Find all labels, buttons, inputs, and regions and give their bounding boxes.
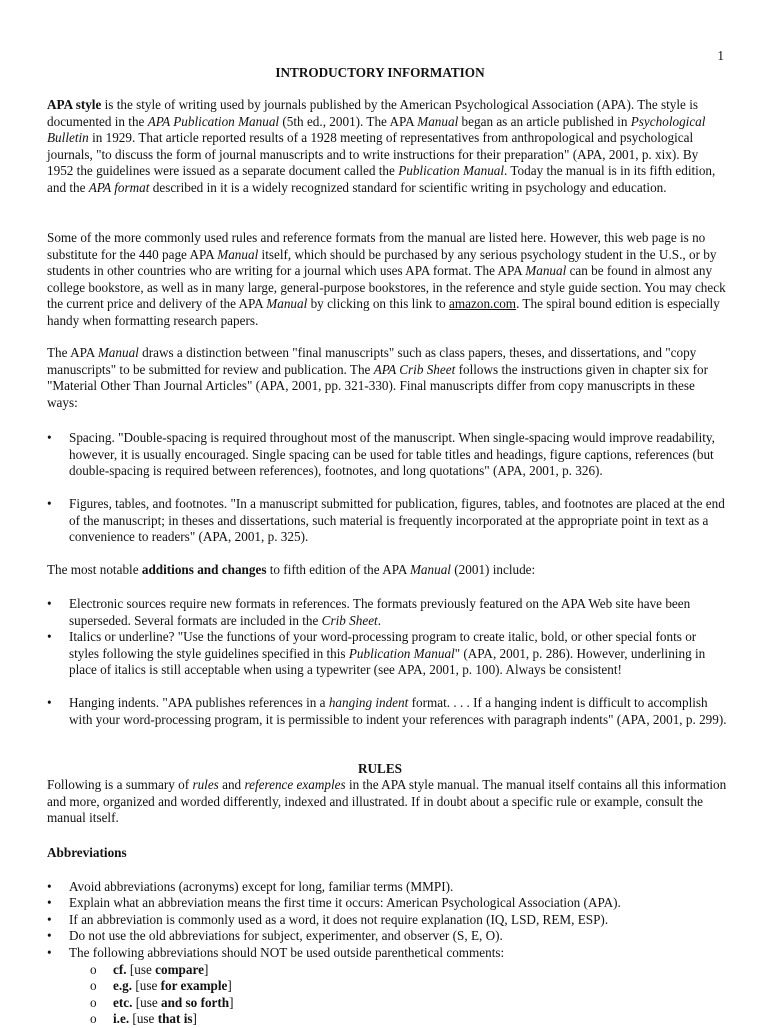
abbreviation-use-prefix: [use (126, 962, 156, 977)
changes-bold: additions and changes (141, 562, 267, 577)
figures-bullet-text: Figures, tables, and footnotes. "In a manuscript submitted for publication, figures, tables, and footnotes are placed at the end of the manuscript; in theses and dissertations, such material is frequently incorporated at the appropriate point in text as a convenience to readers" (APA, 2001, p. 325). (69, 496, 725, 544)
bullet-marker: • (47, 596, 52, 611)
sub-bullet-marker: o (90, 1011, 97, 1026)
apa-style-term: APA style (47, 97, 102, 112)
abbreviation-replacement: that is (157, 1011, 193, 1026)
manuscripts-paragraph (47, 345, 727, 411)
rules-paragraph (47, 777, 727, 827)
bullet-marker: • (47, 928, 52, 943)
intro-text-1: is the style of writing used by journals published by the American Psychological Association (APA). The style is documented in the (47, 97, 698, 129)
electronic-text-1: Electronic sources require new formats in references. The formats previously featured on the APA Web site have been superseded. Several formats are included in the (69, 596, 691, 628)
bullet-marker: • (47, 496, 52, 511)
purchase-text-3: can be found in almost any college bookstore, as well as in many large, general-purpose bookstores, in the reference and style guide section. You may check the current price and delivery of the APA (47, 263, 726, 311)
italics-bullet-text (69, 629, 727, 679)
intro-italic-publication-manual: Publication Manual (398, 163, 505, 178)
bullet-marker: • (47, 879, 52, 894)
purchase-text-2: itself, which should be purchased by any serious psychology student in the U.S., or by students in other countries who are writing for a journal which uses APA format. The APA (47, 246, 717, 278)
sub-bullet-marker: o (90, 978, 97, 993)
rules-text-3: in the APA style manual. The manual itself contains all this information and more, organized and worded differently, indexed and illustrated. If in doubt about a specific rule or example, consult the manual itself. (47, 777, 727, 825)
electronic-bullet-text (69, 596, 727, 629)
purchase-text-5: . The spiral bound edition is especially handy when formatting research papers. (47, 296, 720, 328)
rules-heading (0, 761, 760, 778)
intro-text-5: . Today the manual is in its fifth edition, and the (47, 163, 716, 195)
manuscripts-text-2: draws a distinction between "final manuscripts" such as class papers, theses, and dissertations, and "copy manuscripts" to be submitted for review and publication. The (47, 345, 697, 377)
abbreviations-heading (47, 845, 727, 862)
abbrev-bullet-text: Explain what an abbreviation means the first time it occurs: American Psychological Association (APA). (69, 895, 621, 910)
italics-text-1: Italics or underline? "Use the functions of your word-processing program to create italic, bold, or other special fonts or styles following the style guidelines specified in this (69, 629, 697, 661)
abbrev-bullet-text: Avoid abbreviations (acronyms) except for long, familiar terms (MMPI). (69, 879, 454, 894)
rules-text-2: and (218, 777, 245, 792)
abbreviation-replacement: for example (160, 978, 228, 993)
rules-italic: rules (192, 777, 219, 792)
abbreviation-use-suffix: ] (229, 995, 234, 1010)
page-title-text: INTRODUCTORY INFORMATION (275, 65, 485, 80)
bullet-marker: • (47, 430, 52, 445)
bullet-marker: • (47, 629, 52, 644)
hanging-text-1: Hanging indents. "APA publishes references in a (69, 695, 329, 710)
abbreviation-use-suffix: ] (203, 962, 209, 977)
abbreviation-use-prefix: [use (129, 1011, 158, 1026)
manuscripts-text-1: The APA (47, 345, 98, 360)
rules-text-1: Following is a summary of (47, 777, 193, 792)
italics-text-2: " (APA, 2001, p. 286). However, underlining in place of italics is still acceptable when using a typewriter (see APA, 2001, p. 100). Always be consistent! (69, 645, 706, 677)
purchase-italic-manual-1: Manual (217, 246, 259, 262)
intro-italic-manual: Manual (417, 113, 459, 129)
intro-text-3: began as an article published in (458, 113, 631, 129)
intro-paragraph (47, 97, 727, 196)
italics-italic: Publication Manual (348, 645, 455, 661)
intro-text-2: (5th ed., 2001). The APA (279, 113, 418, 129)
abbreviation-use-prefix: [use (132, 978, 161, 993)
amazon-link[interactable]: amazon.com (449, 296, 517, 311)
intro-italic-pub-manual: APA Publication Manual (147, 113, 280, 129)
hanging-text-2: format. . . . If a hanging indent is difficult to accomplish with your word-processing program, it is permissible to indent your references with paragraph indents" (APA, 2001, p. 299). (69, 695, 727, 727)
changes-text-2: to fifth edition of the APA (266, 562, 410, 577)
abbreviations-heading-text: Abbreviations (47, 845, 127, 860)
abbreviation-term: i.e. (113, 1011, 130, 1026)
intro-italic-apa-format: APA format (88, 179, 150, 195)
electronic-text-2: . (377, 612, 382, 628)
electronic-italic: Crib Sheet (321, 612, 378, 628)
abbrev-bullet-text: If an abbreviation is commonly used as a word, it does not require explanation (IQ, LSD, REM, ESP). (69, 912, 609, 927)
reference-examples-italic: reference examples (244, 777, 346, 792)
sub-bullet-marker: o (90, 962, 97, 977)
changes-intro (47, 562, 727, 579)
manuscripts-text-3: follows the instructions given in chapter six for "Material Other Than Journal Articles" (APA, 2001, pp. 321-330). Final manuscripts differ from copy manuscripts in these ways: (47, 361, 708, 410)
abbreviation-use-suffix: ] (227, 978, 232, 993)
bullet-marker: • (47, 912, 52, 927)
intro-text-4: in 1929. That article reported results of a 1928 meeting of representatives from anthropological and psychological journals, "to discuss the form of journal manuscripts and to write instructions for their preparation" (APA, 2001, p. xix). By 1952 the guidelines were issued as a separate document called the (47, 130, 699, 178)
sub-bullet-marker: o (90, 995, 97, 1010)
hanging-italic: hanging indent (328, 695, 409, 710)
intro-italic-bulletin: Psychological Bulletin (47, 113, 706, 145)
purchase-text-4: by clicking on this link to (307, 296, 450, 311)
changes-text-1: The most notable (47, 562, 142, 577)
manuscripts-italic-crib: APA Crib Sheet (373, 361, 456, 377)
bullet-marker: • (47, 895, 52, 910)
rules-heading-text: RULES (358, 761, 402, 776)
purchase-italic-manual-2: Manual (525, 263, 567, 278)
purchase-italic-manual-3: Manual (266, 296, 308, 311)
page-number: 1 (717, 48, 724, 63)
manuscripts-italic-manual: Manual (97, 345, 139, 360)
intro-text-6: described in it is a widely recognized standard for scientific writing in psychology and education. (149, 179, 667, 195)
abbrev-bullet-text: Do not use the old abbreviations for subject, experimenter, and observer (S, E, O). (69, 928, 503, 943)
bullet-marker: • (47, 695, 52, 710)
abbrev-bullet-text: The following abbreviations should NOT be used outside parenthetical comments: (69, 945, 505, 960)
changes-text-3: (2001) include: (450, 562, 536, 577)
purchase-paragraph (47, 230, 727, 329)
abbreviation-term: etc. (113, 995, 133, 1010)
abbreviation-term: cf. (113, 962, 127, 977)
page-title (0, 65, 760, 82)
purchase-text-1: Some of the more commonly used rules and reference formats from the manual are listed here. However, this web page is no substitute for the 440 page APA (47, 230, 706, 262)
abbreviation-use-prefix: [use (132, 995, 161, 1010)
abbreviation-use-suffix: ] (192, 1011, 197, 1026)
abbreviation-replacement: and so forth (160, 995, 230, 1010)
changes-italic-manual: Manual (409, 562, 451, 577)
abbreviation-replacement: compare (155, 962, 204, 977)
spacing-bullet-text: Spacing. "Double-spacing is required throughout most of the manuscript. When single-spacing would improve readability, however, it is usually encouraged. Single spacing can be used for table titles and headings, figure captions, references (but double-spacing is required between references), footnotes, and long quotations" (APA, 2001, p. 326). (69, 430, 715, 478)
bullet-marker: • (47, 945, 52, 960)
hanging-bullet-text (69, 695, 727, 728)
abbreviation-term: e.g. (113, 978, 133, 993)
